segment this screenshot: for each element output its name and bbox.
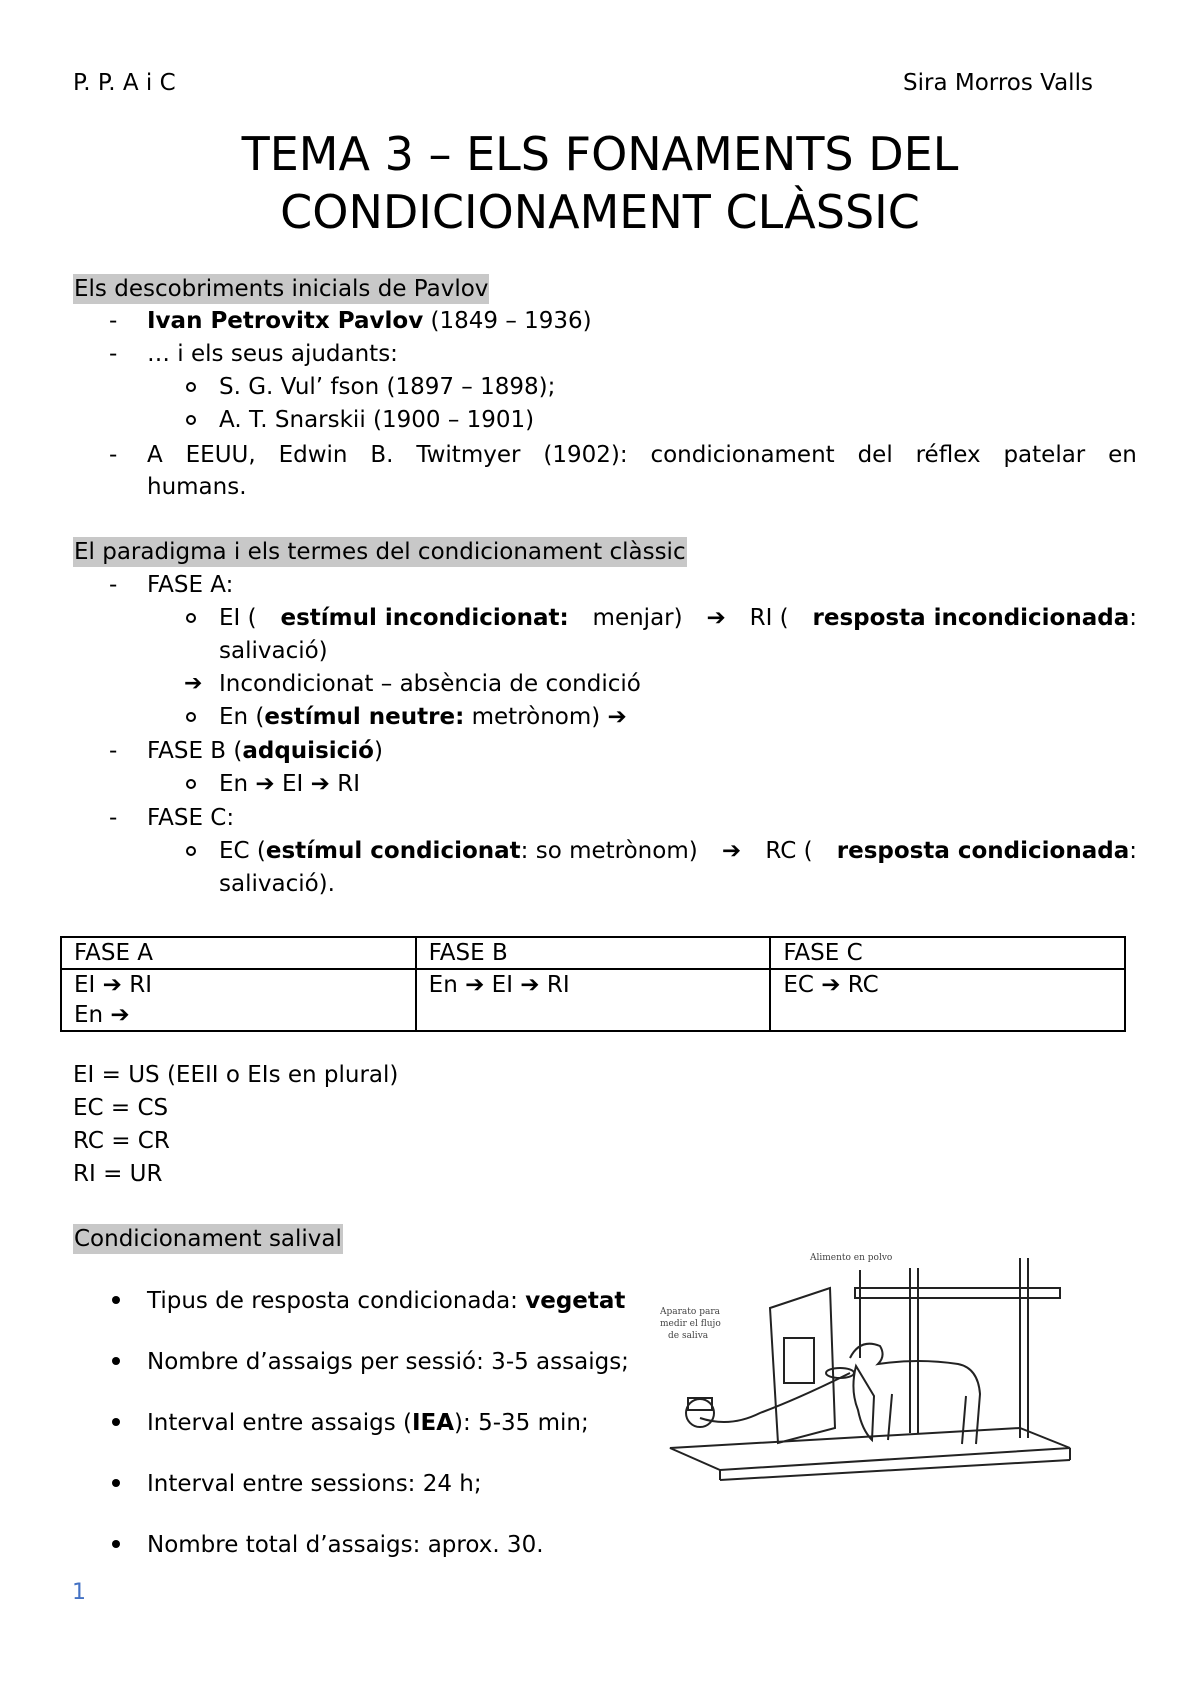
bullet-text: ): 5-35 min; [454,1410,589,1436]
assistant-1: S. G. Vul’ fson (1897 – 1898); [219,374,556,400]
label-saliva-3: de saliva [668,1331,709,1341]
dash-bullet: - [109,341,118,367]
bullet-dot [112,1357,120,1365]
header-author: Sira Morros Valls [903,70,1093,96]
equivalence-line: EI = US (EEII o EIs en plural) [73,1062,399,1088]
circle-bullet [186,613,196,623]
equivalence-line: EC = CS [73,1095,169,1121]
word: condicionament [650,442,835,468]
label-saliva-2: medir el flujo [660,1319,721,1329]
fase-b-text: FASE B ( [147,738,243,764]
dash-bullet: - [109,442,118,468]
colon: : [1129,605,1137,631]
en-value: metrònom) [464,704,608,730]
fase-a-item-1 [219,603,1137,633]
title-line-2: CONDICIONAMENT CLÀSSIC [280,185,920,239]
bullet-trials-session: Nombre d’assaigs per sessió: 3-5 assaigs; [147,1349,629,1375]
equivalence-line: RC = CR [73,1128,170,1154]
arrow-icon: ➔ [607,704,627,730]
pavlov-dates: (1849 – 1936) [423,308,592,334]
table-cell: En ➔ EI ➔ RI [416,969,771,1031]
word: Twitmyer [416,442,521,468]
paren: ) [373,738,383,764]
dash-bullet: - [109,308,118,334]
table-row [61,937,1125,969]
ec-term: estímul condicionat [265,838,521,864]
equivalence-line: RI = UR [73,1161,163,1187]
word: (1902): [543,442,628,468]
fase-a-item-2: Incondicionat – absència de condició [219,671,641,697]
word: patelar [1003,442,1086,468]
section-heading-salival: Condicionament salival [74,1226,342,1252]
label-saliva-1: Aparato para [660,1307,720,1317]
phases-table [60,936,1126,1032]
circle-bullet [186,846,196,856]
assistants-line: … i els seus ajudants: [147,341,398,367]
rc-term [837,836,1137,866]
rc-term-text: resposta condicionada [836,838,1130,864]
fase-b-label [147,736,383,766]
word: A [147,442,163,468]
fase-c-item-cont: salivació). [219,871,335,897]
bullet-dot [112,1479,120,1487]
circle-bullet [186,415,196,425]
arrow-icon: ➔ [721,838,742,864]
ri-term [813,603,1137,633]
en-label: En ( [219,704,265,730]
section-heading-pavlov: Els descobriments inicials de Pavlov [74,276,489,302]
word: en [1108,442,1137,468]
arrow-bullet-icon: ➔ [184,671,203,696]
bullet-total-trials: Nombre total d’assaigs: aprox. 30. [147,1532,544,1558]
page-number: 1 [72,1580,86,1605]
arrow-icon: ➔ [706,605,726,631]
adquisicio: adquisició [242,738,374,764]
header-course: P. P. A i C [73,70,176,96]
word: EEUU, [185,442,256,468]
fase-b-item: En ➔ EI ➔ RI [219,771,360,797]
table-cell [61,969,416,1031]
bullet-sessions-interval: Interval entre sessions: 24 h; [147,1471,482,1497]
ri-term-text: resposta incondicionada [812,605,1130,631]
ei-term: estímul incondicionat: [280,605,569,631]
bullet-bold: vegetat [525,1288,626,1314]
ec-label: EC ( [219,838,266,864]
bullet-dot [112,1540,120,1548]
table-header: FASE C [770,937,1125,969]
fase-a-item-1-cont: salivació) [219,638,328,664]
colon: : [1129,838,1137,864]
pavlov-name: Ivan Petrovitx Pavlov [147,308,424,334]
page-title [0,125,1200,241]
assistant-2: A. T. Snarskii (1900 – 1901) [219,407,535,433]
word: B. [370,442,394,468]
cell-line: En ➔ [74,1002,130,1028]
bullet-dot [112,1296,120,1304]
bullet-dot [112,1418,120,1426]
table-header: FASE B [416,937,771,969]
section-heading-paradigm: El paradigma i els termes del condicionament clàssic [74,539,686,565]
en-term: estímul neutre: [264,704,465,730]
pavlov-line [147,306,592,336]
word: del [857,442,893,468]
rc-label: RC ( [765,838,813,864]
cell-line: EI ➔ RI [74,972,152,998]
pavlov-apparatus-illustration [660,1248,1080,1488]
table-header: FASE A [61,937,416,969]
fase-a-label: FASE A: [147,572,234,598]
ec-value: : so metrònom) [520,838,698,864]
iea-abbr: IEA [411,1410,455,1436]
bullet-text: Tipus de resposta condicionada: [147,1288,526,1314]
twitmyer-line-2: humans. [147,474,247,500]
fase-c-item [219,836,1137,866]
bullet-response-type [147,1286,625,1316]
table-cell: EC ➔ RC [770,969,1125,1031]
circle-bullet [186,779,196,789]
twitmyer-line [147,440,1137,470]
fase-c-label: FASE C: [147,805,235,831]
title-line-1: TEMA 3 – ELS FONAMENTS DEL [241,127,959,181]
ri-label: RI ( [749,605,789,631]
circle-bullet [186,712,196,722]
word: Edwin [278,442,348,468]
ei-label: EI ( [219,605,257,631]
dash-bullet: - [109,738,118,764]
dash-bullet: - [109,572,118,598]
table-row [61,969,1125,1031]
bullet-text: Interval entre assaigs ( [147,1410,412,1436]
word: réflex [915,442,981,468]
ei-value: menjar) [592,605,683,631]
ec-group [219,836,698,866]
dash-bullet: - [109,805,118,831]
bullet-iea [147,1408,589,1438]
label-food: Alimento en polvo [810,1253,893,1263]
circle-bullet [186,382,196,392]
fase-a-item-3 [219,702,627,732]
